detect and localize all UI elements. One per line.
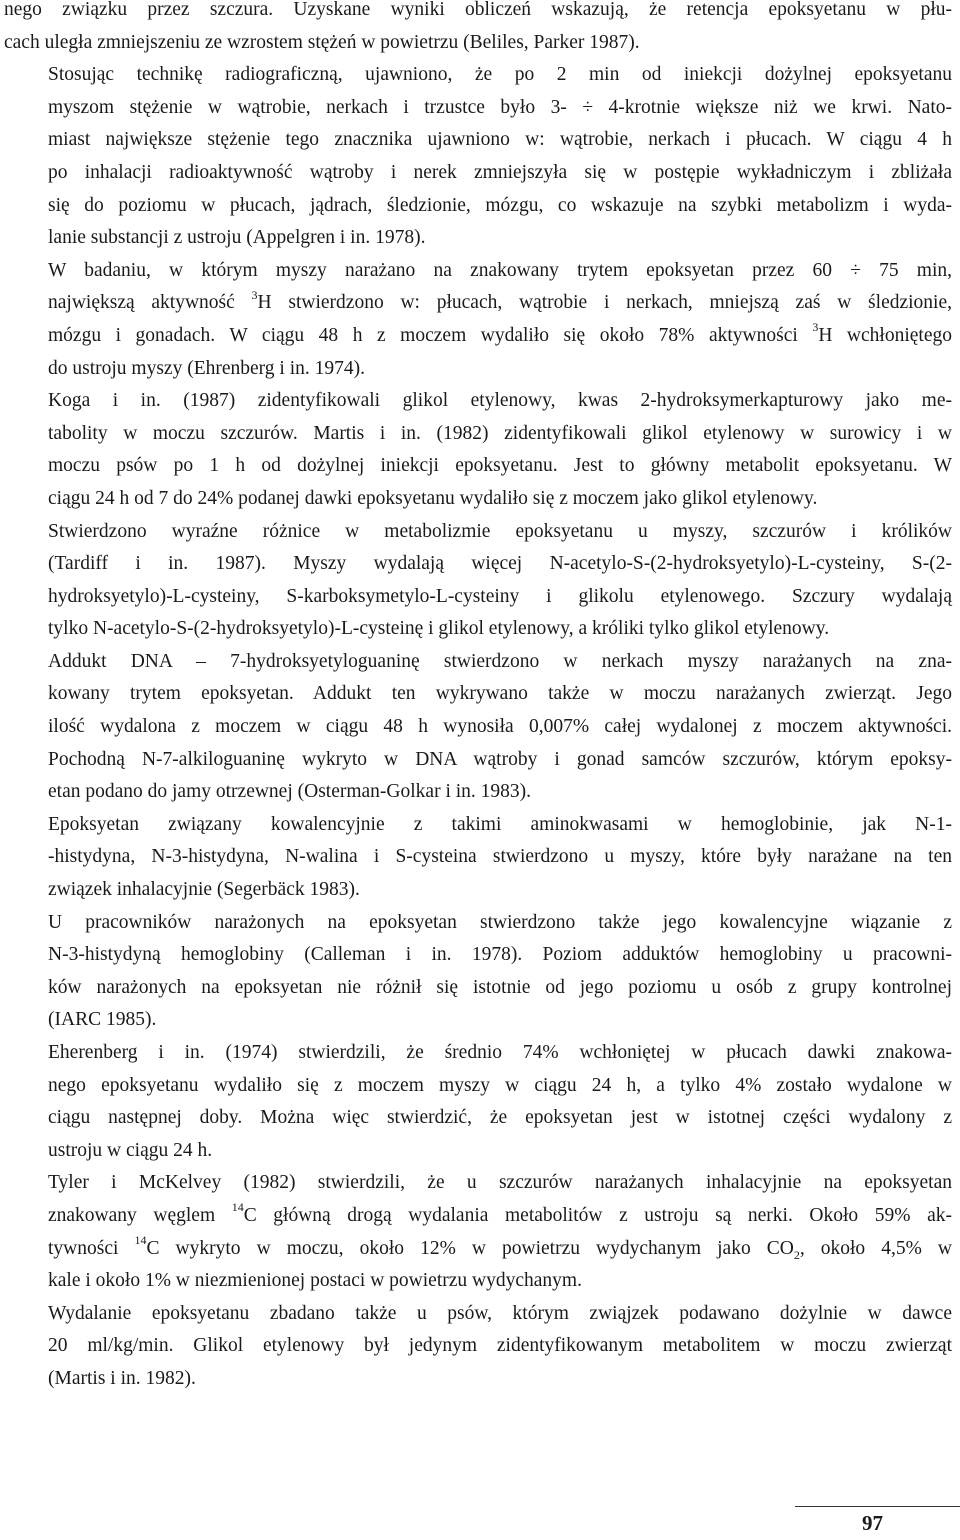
paragraph xyxy=(4,907,952,1037)
superscript: 14 xyxy=(231,1200,244,1215)
text-line: (IARC 1985). xyxy=(48,1009,157,1031)
paragraph xyxy=(4,385,952,515)
text-line: tylko N-acetylo-S-(2-hydroksyetylo)-L-cysteinę i glikol etylenowy, a króliki tylko glikol etylenowy. xyxy=(48,618,830,640)
text-line: Pochodną N-7-alkiloguaninę wykryto w DNA wątroby i gonad samców szczurów, którym epoksy- xyxy=(48,748,952,770)
paragraph xyxy=(4,1298,952,1396)
text-line: Addukt DNA – 7-hydroksyetyloguaninę stwierdzono w nerkach myszy narażanych na zna- xyxy=(48,650,952,672)
text-line: N-3-histydyną hemoglobiny (Calleman i in. 1978). Poziom adduktów hemoglobiny u pracowni- xyxy=(48,944,952,966)
text-line: ciągu następnej doby. Można więc stwierdzić, że epoksyetan jest w istotnej części wydalony z xyxy=(48,1107,952,1129)
paragraph xyxy=(4,59,952,255)
paragraph xyxy=(4,1037,952,1167)
text-line: 20 ml/kg/min. Glikol etylenowy był jedynym zidentyfikowanym metabolitem w moczu zwierząt xyxy=(48,1335,952,1357)
text-line: nego epoksyetanu wydaliło się z moczem myszy w ciągu 24 h, a tylko 4% zostało wydalone w xyxy=(48,1074,952,1096)
text-line: cach uległa zmniejszeniu ze wzrostem stężeń w powietrzu (Beliles, Parker 1987). xyxy=(4,31,640,53)
text-line: się do poziomu w płucach, jądrach, śledzionie, mózgu, co wskazuje na szybki metabolizm i wyda- xyxy=(48,194,952,216)
text-line: U pracowników narażonych na epoksyetan stwierdzono także jego kowalencyjne wiązanie z xyxy=(48,911,952,933)
text-line: Tyler i McKelvey (1982) stwierdzili, że u szczurów narażanych inhalacyjnie na epoksyetan xyxy=(48,1172,952,1194)
body-text xyxy=(4,0,952,1396)
text-line: kale i około 1% w niezmienionej postaci w powietrzu wydychanym. xyxy=(48,1270,582,1292)
text-line: W badaniu, w którym myszy narażano na znakowany trytem epoksyetan przez 60 ÷ 75 min, xyxy=(48,259,952,281)
text-line: Eherenberg i in. (1974) stwierdzili, że średnio 74% wchłoniętej w płucach dawki znakowa- xyxy=(48,1042,952,1063)
text-line: ków narażonych na epoksyetan nie różnił się istotnie od jego poziomu u osób z grupy kontrolnej xyxy=(48,976,952,998)
page-number: 97 xyxy=(862,1511,883,1535)
text-line: (Tardiff i in. 1987). Myszy wydalają więcej N-acetylo-S-(2-hydroksyetylo)-L-cysteiny, S-(2- xyxy=(48,553,952,575)
text-line: Stosując technikę radiograficzną, ujawniono, że po 2 min od iniekcji dożylnej epoksyetanu xyxy=(48,64,952,86)
text-line: ustroju w ciągu 24 h. xyxy=(48,1139,213,1161)
text-line: największą aktywność $^3$H stwierdzono w: płucach, wątrobie i nerkach, mniejszą zaś w śledzionie, xyxy=(48,287,952,314)
paragraph xyxy=(4,646,952,809)
text-line: hydroksyetylo)-L-cysteiny, S-karboksymetylo-L-cysteiny i glikolu etylenowego. Szczury wydalają xyxy=(48,585,952,607)
text-line: Stwierdzono wyraźne różnice w metabolizmie epoksyetanu u myszy, szczurów i królików xyxy=(48,520,952,542)
text-line: Koga i in. (1987) zidentyfikowali glikol etylenowy, kwas 2-hydroksymerkapturowy jako me- xyxy=(48,390,952,412)
text-line: lanie substancji z ustroju (Appelgren i in. 1978). xyxy=(48,227,426,249)
subscript: 2 xyxy=(793,1247,800,1262)
text-line: związek inhalacyjnie (Segerbäck 1983). xyxy=(48,879,360,901)
text-line: do ustroju myszy (Ehrenberg i in. 1974). xyxy=(48,357,366,379)
text-line: kowany trytem epoksyetan. Addukt ten wykrywano także w moczu narażanych zwierząt. Jego xyxy=(48,683,952,705)
paragraph xyxy=(4,0,952,59)
text-line: tabolity w moczu szczurów. Martis i in. (1982) zidentyfikowali glikol etylenowy w surowicy i w xyxy=(48,422,952,444)
text-line: Epoksyetan związany kowalencyjnie z takimi aminokwasami w hemoglobinie, jak N-1- xyxy=(48,813,952,835)
paragraph xyxy=(4,255,952,385)
text-line: miast największe stężenie tego znacznika ujawniono w: wątrobie, nerkach i płucach. W ciągu 4 h xyxy=(48,129,952,151)
superscript: 3 xyxy=(812,320,819,335)
text-line: (Martis i in. 1982). xyxy=(48,1367,196,1389)
text-line: ciągu 24 h od 7 do 24% podanej dawki epoksyetanu wydaliło się z moczem jako glikol etylenowy. xyxy=(48,487,818,509)
text-line: Wydalanie epoksyetanu zbadano także u psów, którym zwiąjzek podawano dożylnie w dawce xyxy=(48,1302,952,1324)
text-line: myszom stężenie w wątrobie, nerkach i trzustce było 3- ÷ 4-krotnie większe niż we krwi. Nato- xyxy=(48,96,952,118)
paragraph xyxy=(4,809,952,907)
text-line: ilość wydalona z moczem w ciągu 48 h wynosiła 0,007% całej wydalonej z moczem aktywności. xyxy=(48,716,952,738)
text-line: mózgu i gonadach. W ciągu 48 h z moczem wydaliło się około 78% aktywności $^3$H wchłoniętego xyxy=(48,320,952,346)
text-line: -histydyna, N-3-histydyna, N-walina i S-cysteina stwierdzono u myszy, które były narażane na ten xyxy=(48,846,952,868)
text-line: znakowany węglem $^{14}$C główną drogą wydalania metabolitów z ustroju są nerki. Około 59% ak- xyxy=(48,1200,952,1226)
paragraph xyxy=(4,1167,952,1297)
document-page xyxy=(4,0,952,1396)
superscript: 14 xyxy=(134,1233,147,1248)
text-line: po inhalacji radioaktywność wątroby i nerek zmniejszyła się w postępie wykładniczym i zbliżała xyxy=(48,161,952,183)
text-line: tywności $^{14}$C wykryto w moczu, około 12% w powietrzu wydychanym jako $CO_2$, około 4,5% w xyxy=(48,1233,952,1262)
text-line: nego związku przez szczura. Uzyskane wyniki obliczeń wskazują, że retencja epoksyetanu w płu- xyxy=(4,0,952,20)
superscript: 3 xyxy=(251,287,258,302)
text-line: etan podano do jamy otrzewnej (Osterman-Golkar i in. 1983). xyxy=(48,781,532,803)
footer-rule xyxy=(795,1506,960,1507)
paragraph xyxy=(4,516,952,646)
text-line: moczu psów po 1 h od dożylnej iniekcji epoksyetanu. Jest to główny metabolit epoksyetanu. W xyxy=(48,455,952,477)
